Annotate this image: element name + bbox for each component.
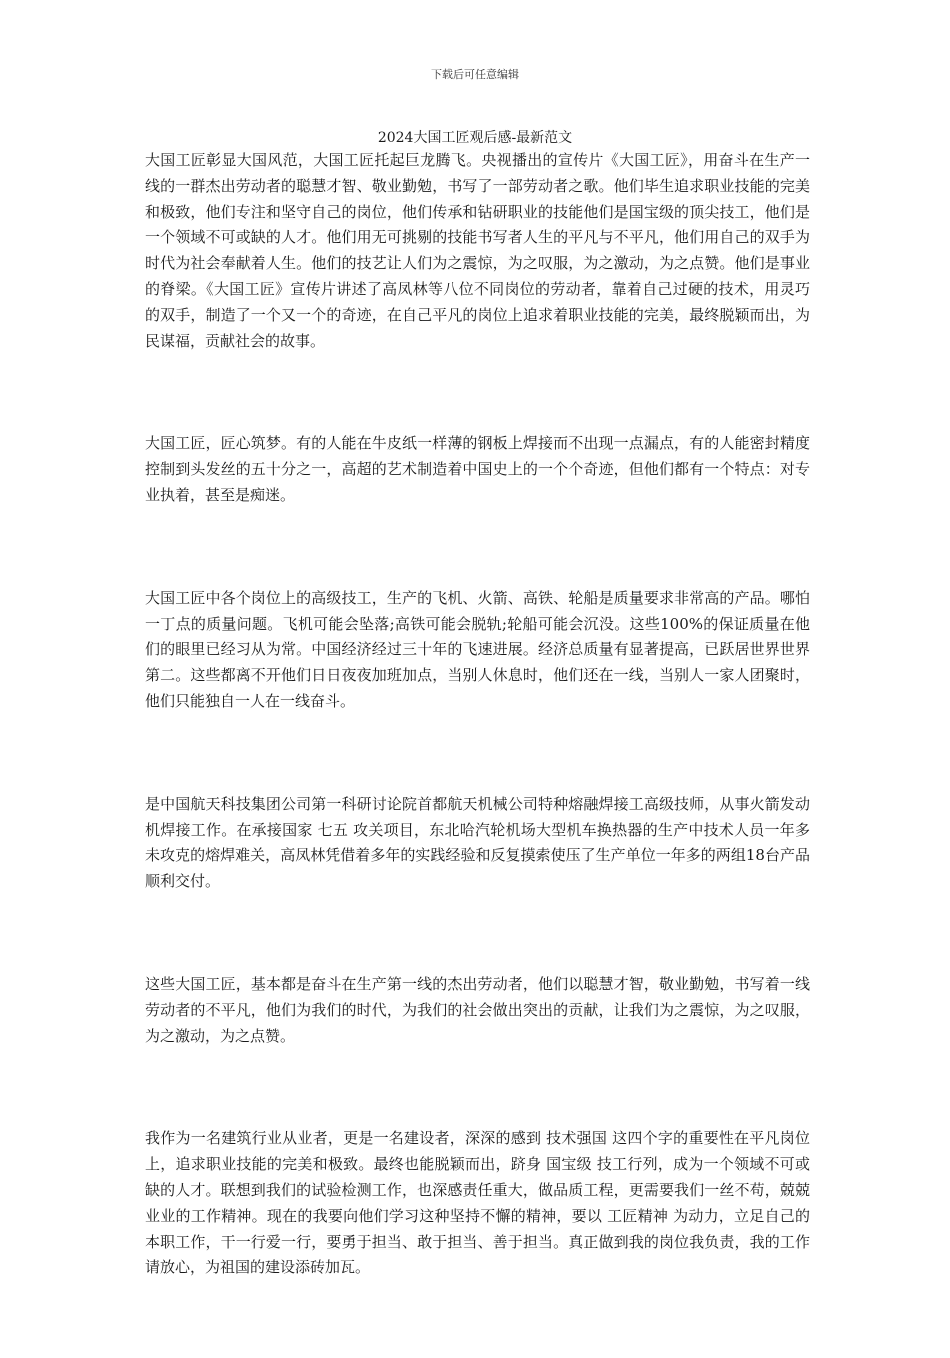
paragraph-3: 大国工匠中各个岗位上的高级技工，生产的飞机、火箭、高铁、轮船是质量要求非常高的产品。哪怕一丁点的质量问题。飞机可能会坠落;高铁可能会脱轨;轮船可能会沉没。这些100%的保证质量在他们的眼里已经习从为常。中国经济经过三十年的飞速进展。经济总质量有显著提高，已跃居世界世界第二。这些都离不开他们日日夜夜加班加点，当别人休息时，他们还在一线，当别人一家人团聚时，他们只能独自一人在一线奋斗。: [145, 588, 810, 710]
document-title: 2024大国工匠观后感-最新范文: [377, 130, 573, 146]
document-body: [145, 148, 810, 1358]
paragraph-6: 我作为一名建筑行业从业者，更是一名建设者，深深的感到 技术强国 这四个字的重要性在平凡岗位上，追求职业技能的完美和极致。最终也能脱颖而出，跻身 国宝级 技工行列，成为一个领域不可或缺的人才。联想到我们的试验检测工作，也深感责任重大，做品质工程，更需要我们一丝不苟，兢兢业业的工作精神。现在的我要向他们学习这种坚持不懈的精神，要以 工匠精神 为动力，立足自己的本职工作，干一行爱一行，要勇于担当、敢于担当、善于担当。真正做到我的岗位我负责，我的工作请放心，为祖国的建设添砖加瓦。: [145, 1129, 810, 1277]
paragraph-4: 是中国航天科技集团公司第一科研讨论院首都航天机械公司特种熔融焊接工高级技师，从事火箭发动机焊接工作。在承接国家 七五 攻关项目，东北哈汽轮机场大型机车换热器的生产中技术人员一年多未攻克的熔焊难关，高凤林凭借着多年的实践经验和反复摸索使压了生产单位一年多的两组18台产品顺利交付。: [145, 794, 810, 891]
paragraph-5: 这些大国工匠，基本都是奋斗在生产第一线的杰出劳动者，他们以聪慧才智，敬业勤勉，书写着一线劳动者的不平凡，他们为我们的时代，为我们的社会做出突出的贡献，让我们为之震惊，为之叹服，为之激动，为之点赞。: [145, 974, 810, 1045]
header-note: 下载后可任意编辑: [431, 68, 519, 81]
paragraph-1: 大国工匠彰显大国风范，大国工匠托起巨龙腾飞。央视播出的宣传片《大国工匠》，用奋斗在生产一线的一群杰出劳动者的聪慧才智、敬业勤勉，书写了一部劳动者之歌。他们毕生追求职业技能的完美和极致，他们专注和坚守自己的岗位，他们传承和钻研职业的技能他们是国宝级的顶尖技工，他们是一个领域不可或缺的人才。他们用无可挑剔的技能书写者人生的平凡与不平凡，他们用自己的双手为时代为社会奉献着人生。他们的技艺让人们为之震惊，为之叹服，为之激动，为之点赞。他们是事业的脊梁。《大国工匠》宣传片讲述了高凤林等八位不同岗位的劳动者，靠着自己过硬的技术，用灵巧的双手，制造了一个又一个的奇迹，在自己平凡的岗位上追求着职业技能的完美，最终脱颖而出，为民谋福，贡献社会的故事。: [145, 151, 810, 350]
paragraph-2: 大国工匠，匠心筑梦。有的人能在牛皮纸一样薄的钢板上焊接而不出现一点漏点，有的人能密封精度控制到头发丝的五十分之一，高超的艺术制造着中国史上的一个个奇迹，但他们都有一个特点：对专业执着，甚至是痴迷。: [145, 434, 810, 504]
